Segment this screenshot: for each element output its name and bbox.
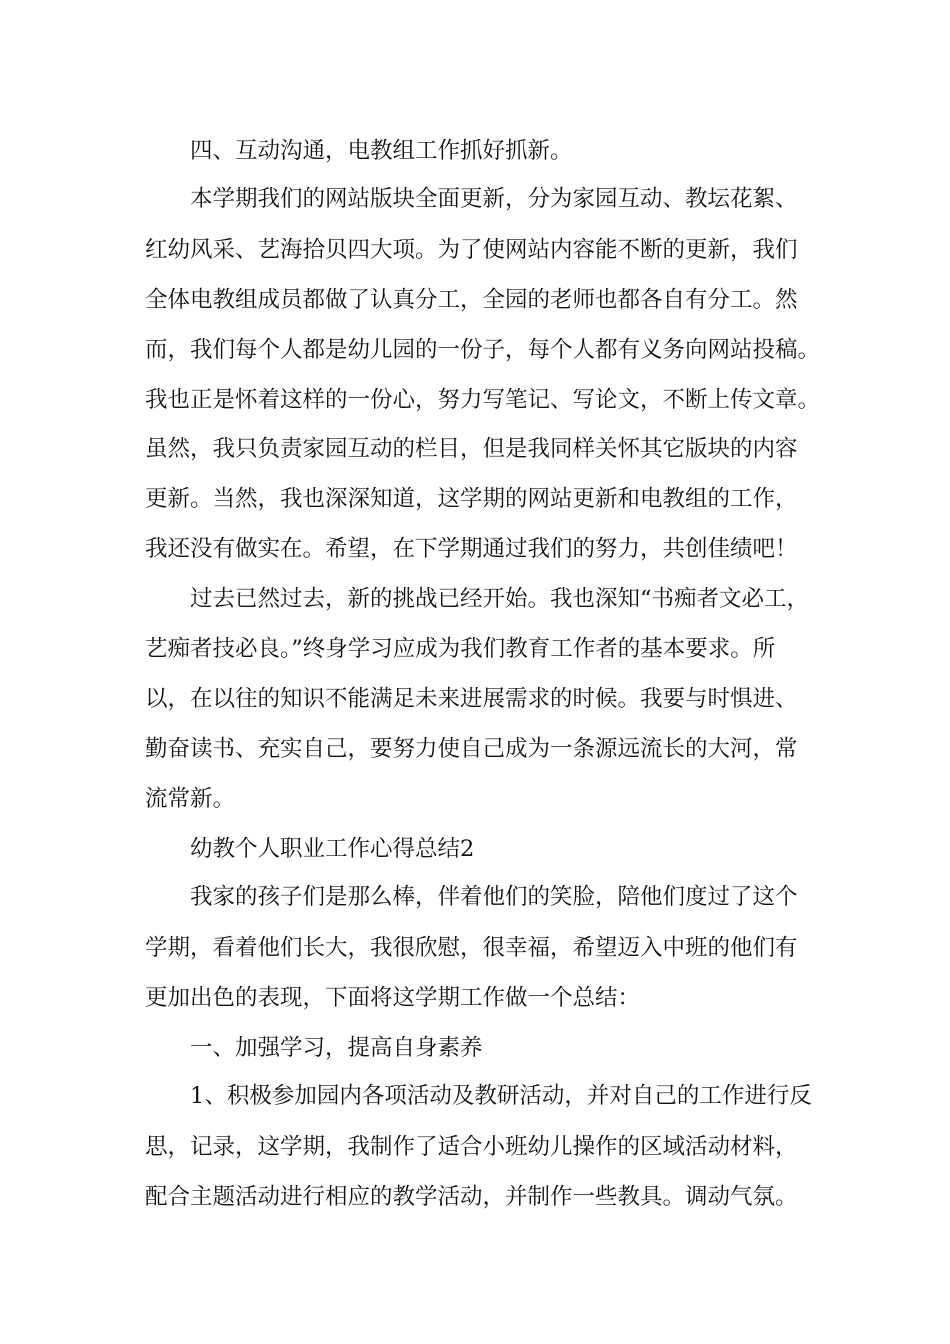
paragraph-line: 更加出色的表现，下面将这学期工作做一个总结： [145,985,641,1011]
paragraph-line: 红幼风采、艺海拾贝四大项。为了使网站内容能不断的更新，我们 [145,237,798,263]
paragraph-line: 本学期我们的网站版块全面更新，分为家园互动、教坛花絮、 [190,186,798,212]
paragraph-line: 过去已然过去，新的挑战已经开始。我也深知“书痴者文必工， [190,586,810,612]
paragraph-line: 我也正是怀着这样的一份心，努力写笔记、写论文，不断上传文章。 [145,387,821,413]
paragraph-line: 更新。当然，我也深深知道，这学期的网站更新和电教组的工作， [145,486,798,512]
section-heading-study: 一、加强学习，提高自身素养 [190,1035,483,1061]
paragraph-line: 勤奋读书、充实自己，要努力使自己成为一条源远流长的大河，常 [145,736,798,762]
paragraph-line: 我还没有做实在。希望，在下学期通过我们的努力，共创佳绩吧！ [145,536,798,562]
paragraph-line: 1、积极参加园内各项活动及教研活动，并对自己的工作进行反 [190,1083,812,1109]
section-heading-interaction: 四、互动沟通，电教组工作抓好抓新。 [190,138,573,164]
paragraph-line: 全体电教组成员都做了认真分工，全园的老师也都各自有分工。然 [145,287,798,313]
paragraph-line: 配合主题活动进行相应的教学活动，并制作一些教具。调动气氛。 [145,1184,798,1210]
paragraph-line: 我家的孩子们是那么棒，伴着他们的笑脸，陪他们度过了这个 [190,884,798,910]
paragraph-line: 艺痴者技必良。”终身学习应成为我们教育工作者的基本要求。所 [145,636,776,662]
paragraph-line: 而，我们每个人都是幼儿园的一份子，每个人都有义务向网站投稿。 [145,337,821,363]
paragraph-line: 思，记录，这学期，我制作了适合小班幼儿操作的区域活动材料， [145,1134,798,1160]
section-title: 幼教个人职业工作心得总结2 [190,836,475,862]
paragraph-line: 流常新。 [145,786,236,812]
paragraph-line: 虽然，我只负责家园互动的栏目，但是我同样关怀其它版块的内容 [145,436,798,462]
paragraph-line: 学期，看着他们长大，我很欣慰，很幸福，希望迈入中班的他们有 [145,935,798,961]
paragraph-line: 以，在以往的知识不能满足未来进展需求的时候。我要与时惧进、 [145,686,798,712]
